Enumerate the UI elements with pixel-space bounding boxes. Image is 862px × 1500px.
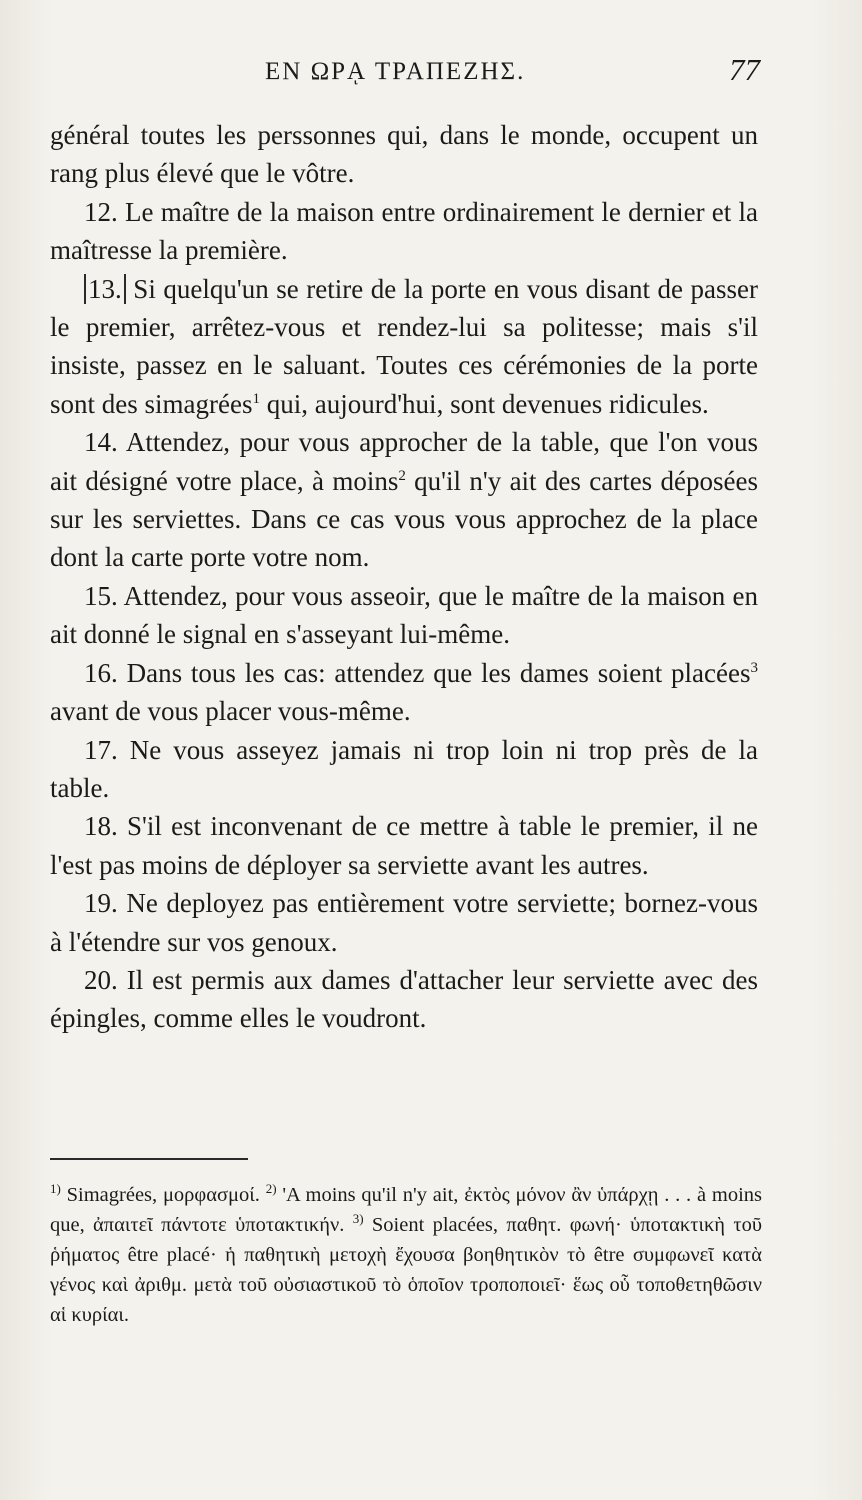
rule-number: 15. [84, 580, 118, 611]
page-header [50, 52, 760, 98]
rule-15 [50, 577, 758, 654]
running-title: ΕΝ ΩΡᾼ ΤΡΑΠΕΖΗΣ. [265, 58, 526, 85]
rule-number: 16. [84, 657, 118, 688]
rule-19 [50, 884, 758, 961]
footnote-block [50, 1180, 762, 1330]
paragraph-text: général toutes les perssonnes qui, dans le monde, occupent un rang plus élevé que le vôtre. [50, 120, 758, 189]
footnotes [50, 1180, 762, 1330]
rule-18 [50, 807, 758, 884]
main-text [50, 116, 758, 1038]
paragraph-text: Il est permis aux dames d'attacher leur serviette avec des épingles, comme elles le voudront. [50, 964, 758, 1034]
rule-number: 14. [84, 427, 118, 458]
rule-17 [50, 731, 758, 808]
paragraph-text: Le maître de la maison entre ordinairement le dernier et la maîtresse la première. [50, 196, 758, 266]
footnote-text: 'A moins qu'il n'y ait, ἐκτὸς μόνον ἂν ὑπάρχῃ . . . à moins que, ἀπαιτεῖ πάντοτε ὑποτακτικήν. [50, 1184, 762, 1236]
rule-13 [50, 270, 758, 424]
rule-number: 20. [84, 964, 118, 995]
footnote-mark: 2) [265, 1181, 277, 1197]
paragraph-text: Attendez, pour vous approcher de la table, que l'on vous ait désigné votre place, à moins [50, 427, 759, 496]
footnote-mark: 3) [352, 1211, 364, 1227]
footnote-text: Soient placées, παθητ. φωνή· ὑποτακτικὴ τοῦ ῥήματος être placé· ἡ παθητικὴ μετοχὴ ἔχουσα βοηθητικὸν τὸ être συμφωνεῖ κατὰ γένος καὶ ἀριθμ. μετὰ τοῦ οὐσιαστικοῦ τὸ ὁποῖον τροποποιεῖ· ἕως οὗ τοποθετηθῶσιν αἱ κυρίαι. [50, 1214, 762, 1326]
rule-16 [50, 654, 758, 731]
rule-20 [50, 961, 758, 1038]
paragraph-text-after: avant de vous placer vous-même. [50, 696, 411, 727]
rule-number: 17. [84, 734, 118, 765]
paragraph-text-after: qu'il n'y ait des cartes déposées sur les serviettes. Dans ce cas vous vous approchez de la place dont la carte porte votre nom. [50, 465, 758, 573]
rule-12 [50, 193, 758, 270]
paragraph-text: Ne vous asseyez jamais ni trop loin ni trop près de la table. [50, 734, 758, 803]
paragraph-text: S'il est inconvenant de ce mettre à table le premier, il ne l'est pas moins de déployer sa serviette avant les autres. [50, 811, 759, 880]
paragraph-continuation [50, 116, 758, 193]
rule-number: 13. [84, 274, 126, 304]
rule-14 [50, 423, 758, 577]
footnote-text: Simagrées, μορφασμοί. [60, 1184, 266, 1206]
paragraph-text: Si quelqu'un se retire de la porte en vous disant de passer le premier, arrêtez-vous et rendez-lui sa politesse; mais s'il insiste, passez en le saluant. Toutes ces cérémonies de la porte sont des simagrées [50, 273, 758, 419]
footnote-divider [50, 1158, 248, 1160]
footnote-mark: 1) [50, 1181, 61, 1197]
footnote-ref: 1 [252, 390, 260, 407]
footnote-ref: 3 [750, 659, 758, 676]
paragraph-text: Ne deployez pas entièrement votre serviette; bornez-vous à l'étendre sur vos genoux. [50, 888, 759, 957]
rule-number: 18. [84, 811, 118, 842]
rule-number: 19. [84, 888, 118, 919]
paragraph-text-after: qui, aujourd'hui, sont devenues ridicules. [259, 388, 709, 419]
rule-number: 12. [84, 196, 118, 227]
footnote-ref: 2 [398, 467, 406, 484]
page-number: 77 [729, 52, 760, 87]
paragraph-text: Dans tous les cas: attendez que les dames soient placées [126, 657, 751, 688]
paragraph-text: Attendez, pour vous asseoir, que le maître de la maison en ait donné le signal en s'asseyant lui-même. [50, 580, 759, 650]
